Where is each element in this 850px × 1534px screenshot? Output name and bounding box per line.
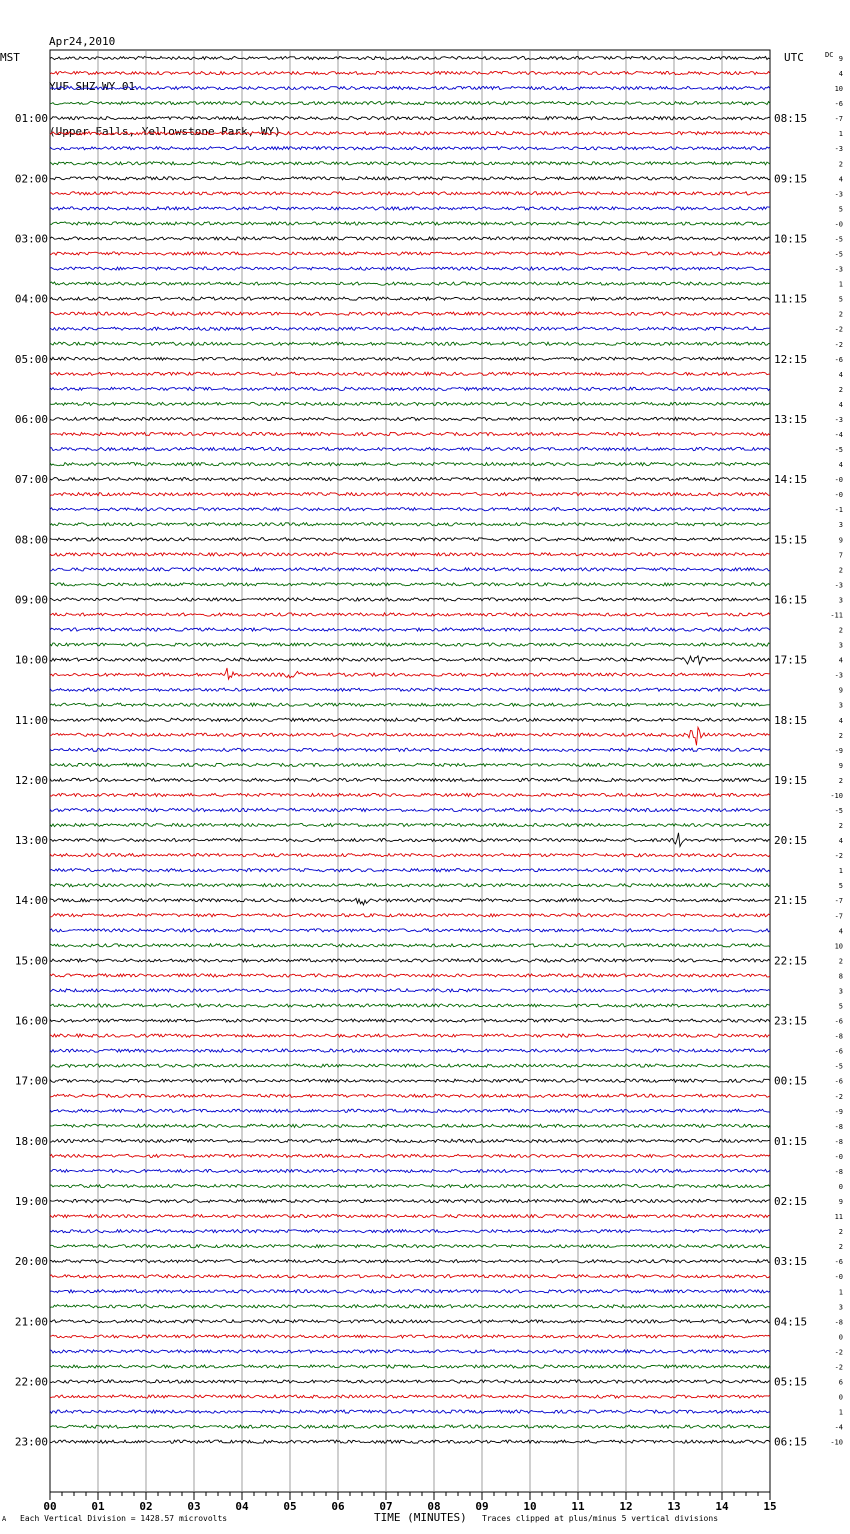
trace-line <box>50 1260 770 1263</box>
trace-line <box>50 929 770 932</box>
trace-line <box>50 583 770 586</box>
dc-offset-label: -5 <box>834 807 843 815</box>
mst-hour-label: 07:00 <box>14 473 48 487</box>
dc-offset-label: 0 <box>838 1183 843 1191</box>
dc-offset-label: -6 <box>834 1077 843 1086</box>
trace-line <box>50 1094 770 1097</box>
utc-hour-label: 09:15 <box>774 172 808 186</box>
trace-line <box>50 1154 770 1157</box>
trace-line <box>50 1230 770 1233</box>
trace-line <box>50 56 770 59</box>
utc-hour-label: 18:15 <box>774 713 808 727</box>
trace-line <box>50 914 770 917</box>
dc-offset-label: 5 <box>838 295 843 304</box>
trace-line <box>50 553 770 556</box>
x-tick-label: 05 <box>283 1500 297 1513</box>
utc-hour-label: 16:15 <box>774 593 808 607</box>
utc-hour-label: 19:15 <box>774 773 808 787</box>
mst-hour-label: 09:00 <box>14 593 48 607</box>
trace-line <box>50 778 770 781</box>
utc-hour-label: 02:15 <box>774 1195 808 1209</box>
dc-offset-label: 4 <box>838 70 843 79</box>
dc-offset-label: 3 <box>838 641 843 650</box>
mst-hour-label: 13:00 <box>14 834 48 848</box>
dc-offset-label: 9 <box>838 1198 843 1207</box>
left-zone-label: MST <box>0 51 20 64</box>
dc-offset-label: 2 <box>838 731 843 740</box>
dc-offset-label: 5 <box>838 1002 843 1011</box>
dc-offset-label: 4 <box>838 175 843 184</box>
dc-offset-label: -3 <box>834 581 843 590</box>
trace-line <box>50 808 770 811</box>
dc-offset-label: 8 <box>838 972 843 981</box>
dc-offset-label: -9 <box>834 1107 843 1116</box>
trace-line <box>50 989 770 992</box>
dc-offset-label: 2 <box>838 160 843 169</box>
dc-offset-label: 9 <box>838 536 843 545</box>
trace-line <box>50 823 770 826</box>
trace-line <box>50 252 770 255</box>
utc-hour-label: 23:15 <box>774 1014 808 1028</box>
trace-line <box>50 372 770 375</box>
utc-hour-label: 17:15 <box>774 653 808 667</box>
trace-line <box>50 643 770 646</box>
x-axis-title: TIME (MINUTES) <box>374 1511 467 1524</box>
trace-line <box>50 1004 770 1007</box>
trace-line <box>50 1320 770 1323</box>
dc-offset-label: -4 <box>834 1423 843 1432</box>
dc-offset-label: -8 <box>834 1032 843 1041</box>
dc-offset-label: -5 <box>834 250 843 259</box>
dc-offset-label: 0 <box>838 1333 843 1342</box>
dc-offset-label: 5 <box>838 205 843 214</box>
trace-line <box>50 237 770 240</box>
mst-hour-label: 12:00 <box>14 773 48 787</box>
trace-line <box>50 282 770 285</box>
dc-offset-label: -6 <box>834 1258 843 1267</box>
trace-line <box>50 1440 770 1443</box>
dc-offset-label: 3 <box>838 1303 843 1312</box>
trace-line <box>50 1199 770 1202</box>
trace-line <box>50 1214 770 1217</box>
trace-line <box>50 222 770 225</box>
utc-hour-label: 04:15 <box>774 1315 808 1329</box>
dc-offset-label: -6 <box>834 355 843 364</box>
dc-offset-label: 4 <box>838 656 843 665</box>
dc-offset-label: -8 <box>834 1318 843 1327</box>
dc-offset-label: -7 <box>834 115 843 124</box>
mst-hour-label: 21:00 <box>14 1315 48 1329</box>
mst-hour-label: 02:00 <box>14 172 48 186</box>
mst-hour-label: 01:00 <box>14 112 48 126</box>
dc-offset-label: 3 <box>838 596 843 605</box>
trace-line <box>50 763 770 766</box>
clip-note: Traces clipped at plus/minus 5 vertical divisions <box>482 1514 719 1523</box>
dc-offset-label: -0 <box>834 491 843 500</box>
dc-offset-label: -3 <box>834 265 843 274</box>
utc-hour-label: 14:15 <box>774 473 808 487</box>
trace-line <box>50 944 770 947</box>
x-tick-label: 08 <box>427 1500 441 1513</box>
trace-line <box>50 869 770 872</box>
mst-hour-label: 11:00 <box>14 713 48 727</box>
x-tick-label: 10 <box>523 1500 537 1513</box>
trace-line <box>50 1169 770 1172</box>
dc-offset-label: -2 <box>834 1363 843 1372</box>
trace-line <box>50 598 770 601</box>
trace-line <box>50 884 770 887</box>
trace-line <box>50 1350 770 1353</box>
utc-hour-label: 13:15 <box>774 412 808 426</box>
trace-line <box>50 312 770 315</box>
dc-offset-label: -5 <box>834 1062 843 1071</box>
utc-hour-label: 03:15 <box>774 1255 808 1269</box>
trace-line <box>50 1184 770 1187</box>
trace-line <box>50 508 770 511</box>
mst-hour-label: 19:00 <box>14 1195 48 1209</box>
dc-offset-label: 9 <box>838 686 843 695</box>
mst-hour-label: 16:00 <box>14 1014 48 1028</box>
x-tick-label: 06 <box>331 1500 345 1513</box>
utc-hour-label: 10:15 <box>774 232 808 246</box>
header-location: (Upper Falls, Yellowstone Park, WY) <box>49 125 281 138</box>
trace-line <box>50 854 770 857</box>
x-tick-label: 01 <box>91 1500 105 1513</box>
dc-offset-label: -8 <box>834 1122 843 1131</box>
trace-line <box>50 703 770 706</box>
trace-line <box>50 688 770 691</box>
mst-hour-label: 05:00 <box>14 352 48 366</box>
trace-line <box>50 748 770 751</box>
trace-line <box>50 833 770 847</box>
x-tick-label: 02 <box>139 1500 153 1513</box>
trace-line <box>50 1305 770 1308</box>
utc-hour-label: 11:15 <box>774 292 808 306</box>
dc-offset-label: -6 <box>834 1017 843 1026</box>
dc-offset-label: 2 <box>838 385 843 394</box>
trace-line <box>50 1109 770 1112</box>
dc-offset-label: 6 <box>838 1378 843 1387</box>
dc-offset-label: 3 <box>838 987 843 996</box>
trace-line <box>50 102 770 105</box>
trace-line <box>50 1019 770 1022</box>
trace-line <box>50 71 770 74</box>
dc-offset-label: -6 <box>834 100 843 109</box>
dc-offset-label: 1 <box>838 1408 843 1417</box>
trace-line <box>50 478 770 481</box>
trace-line <box>50 297 770 300</box>
dc-offset-label: 1 <box>838 867 843 876</box>
dc-label: DC <box>825 51 834 59</box>
dc-offset-label: -3 <box>834 671 843 680</box>
utc-hour-label: 21:15 <box>774 894 808 908</box>
dc-offset-label: -10 <box>830 791 843 800</box>
dc-offset-label: -6 <box>834 1047 843 1056</box>
header-date: Apr24,2010 <box>49 35 116 48</box>
dc-offset-label: 4 <box>838 837 843 846</box>
trace-line <box>50 1079 770 1082</box>
trace-line <box>50 1395 770 1398</box>
dc-offset-label: 4 <box>838 927 843 936</box>
trace-line <box>50 402 770 405</box>
scale-note: Each Vertical Division = 1428.57 microvolts <box>20 1514 228 1523</box>
dc-offset-label: 7 <box>838 551 843 560</box>
trace-line <box>50 493 770 496</box>
dc-offset-label: -2 <box>834 1092 843 1101</box>
dc-offset-label: 2 <box>838 310 843 319</box>
trace-line <box>50 1139 770 1142</box>
trace-line <box>50 207 770 210</box>
right-zone-label: UTC <box>784 51 804 64</box>
utc-hour-label: 15:15 <box>774 533 808 547</box>
trace-line <box>50 177 770 180</box>
x-tick-label: 03 <box>187 1500 201 1513</box>
dc-offset-label: -0 <box>834 1273 843 1282</box>
dc-offset-label: 9 <box>838 55 843 63</box>
dc-offset-label: 2 <box>838 776 843 785</box>
trace-line <box>50 727 770 745</box>
corner-mark: A <box>2 1515 7 1523</box>
mst-hour-label: 15:00 <box>14 954 48 968</box>
dc-offset-label: 2 <box>838 1228 843 1237</box>
trace-line <box>50 1049 770 1052</box>
dc-offset-label: -3 <box>834 415 843 424</box>
dc-offset-label: -4 <box>834 431 843 439</box>
dc-offset-label: 4 <box>838 461 843 470</box>
x-tick-label: 09 <box>475 1500 489 1513</box>
x-tick-label: 12 <box>619 1500 633 1513</box>
trace-line <box>50 1064 770 1067</box>
dc-offset-label: 2 <box>838 626 843 635</box>
x-tick-label: 04 <box>235 1500 249 1513</box>
x-tick-label: 07 <box>379 1500 393 1513</box>
trace-line <box>50 1380 770 1383</box>
trace-line <box>50 656 770 664</box>
trace-line <box>50 1410 770 1413</box>
dc-offset-label: -7 <box>834 897 843 906</box>
trace-line <box>50 327 770 330</box>
trace-line <box>50 267 770 270</box>
dc-offset-label: -8 <box>834 1137 843 1146</box>
utc-hour-label: 08:15 <box>774 112 808 126</box>
dc-offset-label: -7 <box>834 912 843 921</box>
trace-line <box>50 417 770 420</box>
dc-offset-label: 10 <box>834 942 843 951</box>
mst-hour-label: 04:00 <box>14 292 48 306</box>
x-tick-label: 13 <box>667 1500 681 1513</box>
dc-offset-label: 1 <box>838 1288 843 1297</box>
utc-hour-label: 06:15 <box>774 1435 808 1449</box>
dc-offset-label: -5 <box>834 446 843 455</box>
trace-line <box>50 718 770 721</box>
dc-offset-label: 4 <box>838 716 843 725</box>
trace-line <box>50 959 770 962</box>
mst-hour-label: 14:00 <box>14 894 48 908</box>
dc-offset-label: 10 <box>834 85 843 94</box>
dc-offset-label: 5 <box>838 882 843 891</box>
dc-offset-label: -11 <box>830 611 843 620</box>
trace-line <box>50 117 770 120</box>
dc-offset-label: -2 <box>834 340 843 349</box>
trace-line <box>50 342 770 345</box>
trace-line <box>50 1275 770 1278</box>
trace-line <box>50 462 770 465</box>
dc-offset-label: -1 <box>834 506 843 515</box>
trace-line <box>50 432 770 435</box>
dc-offset-label: 2 <box>838 566 843 575</box>
trace-line <box>50 668 770 679</box>
dc-offset-label: -3 <box>834 190 843 199</box>
x-tick-label: 14 <box>715 1500 729 1513</box>
mst-hour-label: 03:00 <box>14 232 48 246</box>
dc-offset-label: -5 <box>834 235 843 244</box>
trace-line <box>50 132 770 135</box>
dc-offset-label: 4 <box>838 400 843 409</box>
trace-line <box>50 1335 770 1338</box>
dc-offset-label: -10 <box>830 1438 843 1447</box>
dc-offset-label: 9 <box>838 761 843 770</box>
dc-offset-label: -0 <box>834 1152 843 1161</box>
utc-hour-label: 12:15 <box>774 352 808 366</box>
trace-line <box>50 1034 770 1037</box>
trace-line <box>50 162 770 165</box>
trace-line <box>50 192 770 195</box>
mst-hour-label: 18:00 <box>14 1134 48 1148</box>
dc-offset-label: 2 <box>838 1243 843 1252</box>
trace-line <box>50 1365 770 1368</box>
utc-hour-label: 20:15 <box>774 834 808 848</box>
x-tick-label: 15 <box>763 1500 777 1513</box>
dc-offset-label: 3 <box>838 521 843 530</box>
trace-line <box>50 568 770 571</box>
trace-line <box>50 793 770 796</box>
trace-line <box>50 628 770 631</box>
trace-line <box>50 86 770 89</box>
dc-offset-label: 0 <box>838 1393 843 1402</box>
utc-hour-label: 00:15 <box>774 1074 808 1088</box>
utc-hour-label: 01:15 <box>774 1134 808 1148</box>
dc-offset-label: -0 <box>834 476 843 485</box>
trace-line <box>50 387 770 390</box>
dc-offset-label: 3 <box>838 701 843 710</box>
trace-line <box>50 974 770 977</box>
mst-hour-label: 22:00 <box>14 1375 48 1389</box>
dc-offset-label: -0 <box>834 220 843 229</box>
dc-offset-label: 11 <box>834 1213 843 1222</box>
trace-line <box>50 613 770 616</box>
header-station: YUF SHZ WY 01 <box>49 80 136 93</box>
trace-line <box>50 1425 770 1428</box>
utc-hour-label: 05:15 <box>774 1375 808 1389</box>
mst-hour-label: 20:00 <box>14 1255 48 1269</box>
dc-offset-label: 2 <box>838 957 843 966</box>
mst-hour-label: 06:00 <box>14 412 48 426</box>
mst-hour-label: 23:00 <box>14 1435 48 1449</box>
dc-offset-label: -9 <box>834 746 843 755</box>
x-tick-label: 11 <box>571 1500 585 1513</box>
utc-hour-label: 22:15 <box>774 954 808 968</box>
dc-offset-label: -3 <box>834 145 843 154</box>
dc-offset-label: -2 <box>834 852 843 861</box>
dc-offset-label: -2 <box>834 1348 843 1357</box>
mst-hour-label: 08:00 <box>14 533 48 547</box>
trace-line <box>50 898 770 905</box>
dc-offset-label: 1 <box>838 280 843 289</box>
trace-line <box>50 1245 770 1248</box>
dc-offset-label: 1 <box>838 130 843 139</box>
trace-line <box>50 523 770 526</box>
dc-offset-label: 2 <box>838 822 843 831</box>
mst-hour-label: 10:00 <box>14 653 48 667</box>
x-tick-label: 00 <box>43 1500 57 1513</box>
trace-line <box>50 1124 770 1127</box>
trace-line <box>50 538 770 541</box>
trace-line <box>50 447 770 450</box>
trace-line <box>50 1290 770 1293</box>
dc-offset-label: -2 <box>834 325 843 334</box>
dc-offset-label: 4 <box>838 370 843 379</box>
dc-offset-label: -8 <box>834 1167 843 1176</box>
mst-hour-label: 17:00 <box>14 1074 48 1088</box>
trace-line <box>50 147 770 150</box>
trace-line <box>50 357 770 360</box>
